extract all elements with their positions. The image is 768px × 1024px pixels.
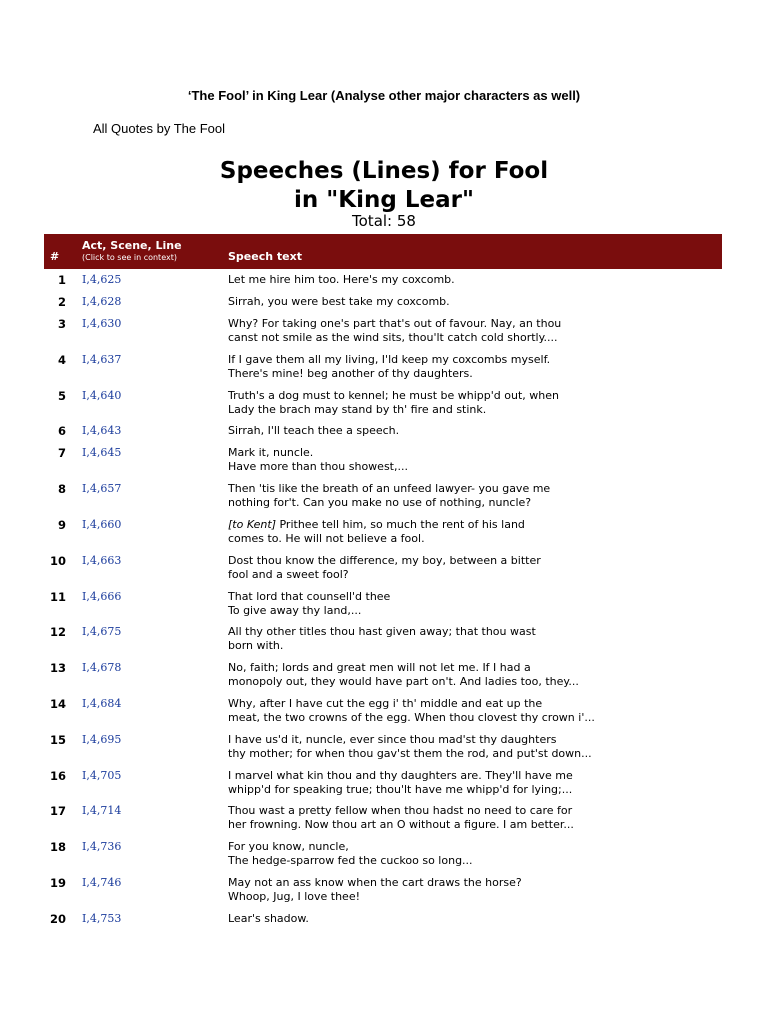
speech-text: Mark it, nuncle. Have more than thou showest,...: [228, 446, 408, 474]
scene-line-link[interactable]: I,4,705: [82, 768, 122, 782]
speech-text: Then 'tis like the breath of an unfeed lawyer- you gave me nothing for't. Can you make no use of nothing, nuncle?: [228, 482, 551, 510]
speech-text: Why, after I have cut the egg i' th' middle and eat up the meat, the two crowns of the egg. When thou clovest thy crown i'...: [228, 696, 595, 724]
table-row: [44, 766, 722, 802]
scene-line-link[interactable]: I,4,630: [82, 317, 122, 330]
speech-text: No, faith; lords and great men will not let me. If I had a monopoly out, they would have part on't. And ladies too, they...: [228, 661, 579, 689]
row-number: 16: [49, 768, 66, 783]
row-number: 4: [57, 352, 66, 367]
speech-text: Sirrah, I'll teach thee a speech.: [228, 424, 400, 438]
speech-text: All thy other titles thou hast given away; that thou wast born with.: [228, 625, 536, 653]
table-row: [44, 801, 722, 837]
row-number: 18: [49, 840, 66, 855]
speech-text: I marvel what kin thou and thy daughters are. They'll have me whipp'd for speaking true; thou'lt have me whipp'd for lying;...: [228, 768, 573, 796]
row-number: 9: [57, 517, 66, 532]
column-header-reference-hint: (Click to see in context): [82, 253, 177, 262]
column-header-reference: Act, Scene, Line: [82, 239, 182, 252]
scene-line-link[interactable]: I,4,695: [82, 732, 122, 746]
speech-text: Lear's shadow.: [228, 911, 309, 925]
row-number: 11: [49, 589, 66, 604]
scene-line-link[interactable]: I,4,657: [82, 482, 122, 496]
table-row: [44, 314, 722, 350]
column-header-number: #: [50, 250, 60, 263]
document-subheading: All Quotes by The Fool: [93, 121, 225, 136]
scene-line-link[interactable]: I,4,714: [82, 804, 122, 818]
row-number: 1: [57, 273, 66, 287]
speech-text: That lord that counsell'd thee To give away thy land,...: [228, 589, 391, 617]
table-row: [44, 587, 722, 623]
table-row: [44, 515, 722, 551]
column-header-speech-text: Speech text: [228, 250, 302, 263]
row-number: 15: [49, 732, 66, 747]
table-row: [44, 730, 722, 766]
speech-text: [228, 518, 638, 546]
scene-line-link[interactable]: I,4,640: [82, 388, 122, 402]
scene-line-link[interactable]: I,4,628: [82, 295, 122, 308]
scene-line-link[interactable]: I,4,643: [82, 424, 122, 438]
scene-line-link[interactable]: I,4,625: [82, 273, 122, 286]
speech-text: Dost thou know the difference, my boy, between a bitter fool and a sweet fool?: [228, 553, 541, 581]
scene-line-link[interactable]: I,4,660: [82, 517, 122, 531]
speech-text: May not an ass know when the cart draws the horse? Whoop, Jug, I love thee!: [228, 875, 522, 903]
row-number: 20: [49, 911, 66, 926]
speech-text: Sirrah, you were best take my coxcomb.: [228, 295, 450, 308]
speech-text: Thou wast a pretty fellow when thou hadst no need to care for her frowning. Now thou art an O without a figure. I am better...: [228, 804, 574, 832]
document-heading: ‘The Fool’ in King Lear (Analyse other major characters as well): [187, 88, 581, 103]
table-row: [44, 350, 722, 386]
row-number: 5: [57, 388, 66, 403]
table-row: [44, 694, 722, 730]
table-row: [44, 421, 722, 443]
speech-table-body: [44, 270, 722, 931]
scene-line-link[interactable]: I,4,746: [82, 875, 122, 889]
table-row: [44, 292, 722, 314]
row-number: 14: [49, 696, 66, 711]
scene-line-link[interactable]: I,4,736: [82, 840, 122, 854]
row-number: 3: [57, 317, 66, 331]
speech-text: Why? For taking one's part that's out of favour. Nay, an thou canst not smile as the wind sits, thou'lt catch cold shortly....: [228, 317, 562, 344]
speech-text: For you know, nuncle, The hedge-sparrow fed the cuckoo so long...: [228, 840, 473, 868]
row-number: 10: [49, 553, 66, 568]
speech-text: Let me hire him too. Here's my coxcomb.: [228, 273, 455, 286]
scene-line-link[interactable]: I,4,637: [82, 352, 122, 366]
scene-line-link[interactable]: I,4,678: [82, 661, 122, 675]
total-count: Total: 58: [352, 212, 416, 230]
table-row: [44, 658, 722, 694]
row-number: 8: [57, 482, 66, 497]
scene-line-link[interactable]: I,4,666: [82, 589, 122, 603]
speech-text: I have us'd it, nuncle, ever since thou mad'st thy daughters thy mother; for when thou gav'st them the rod, and put'st down...: [228, 732, 592, 760]
table-row: [44, 270, 722, 292]
table-row: [44, 443, 722, 479]
page-title-line-1: Speeches (Lines) for Fool: [219, 158, 549, 184]
row-number: 7: [57, 446, 66, 461]
table-row: [44, 837, 722, 873]
scene-line-link[interactable]: I,4,645: [82, 446, 122, 460]
table-row: [44, 551, 722, 587]
table-row: [44, 909, 722, 931]
speech-text-body: Prithee tell him, so much the rent of his land comes to. He will not believe a fool.: [228, 517, 525, 545]
row-number: 19: [49, 875, 66, 890]
table-row: [44, 622, 722, 658]
speech-text: If I gave them all my living, I'ld keep my coxcombs myself. There's mine! beg another of thy daughters.: [228, 352, 551, 380]
scene-line-link[interactable]: I,4,663: [82, 553, 122, 567]
scene-line-link[interactable]: I,4,675: [82, 625, 122, 639]
table-row: [44, 479, 722, 515]
row-number: 17: [49, 804, 66, 819]
table-row: [44, 873, 722, 909]
row-number: 13: [49, 661, 66, 676]
scene-line-link[interactable]: I,4,684: [82, 696, 122, 710]
row-number: 6: [57, 424, 66, 439]
page-title-line-2: in "King Lear": [294, 187, 474, 213]
speech-text: Truth's a dog must to kennel; he must be whipp'd out, when Lady the brach may stand by th' fire and stink.: [228, 388, 559, 416]
stage-direction: [to Kent]: [228, 517, 276, 531]
scene-line-link[interactable]: I,4,753: [82, 911, 122, 925]
row-number: 2: [57, 295, 66, 309]
page-title: [0, 157, 768, 215]
table-header: [44, 234, 722, 269]
table-row: [44, 386, 722, 422]
row-number: 12: [49, 625, 66, 640]
